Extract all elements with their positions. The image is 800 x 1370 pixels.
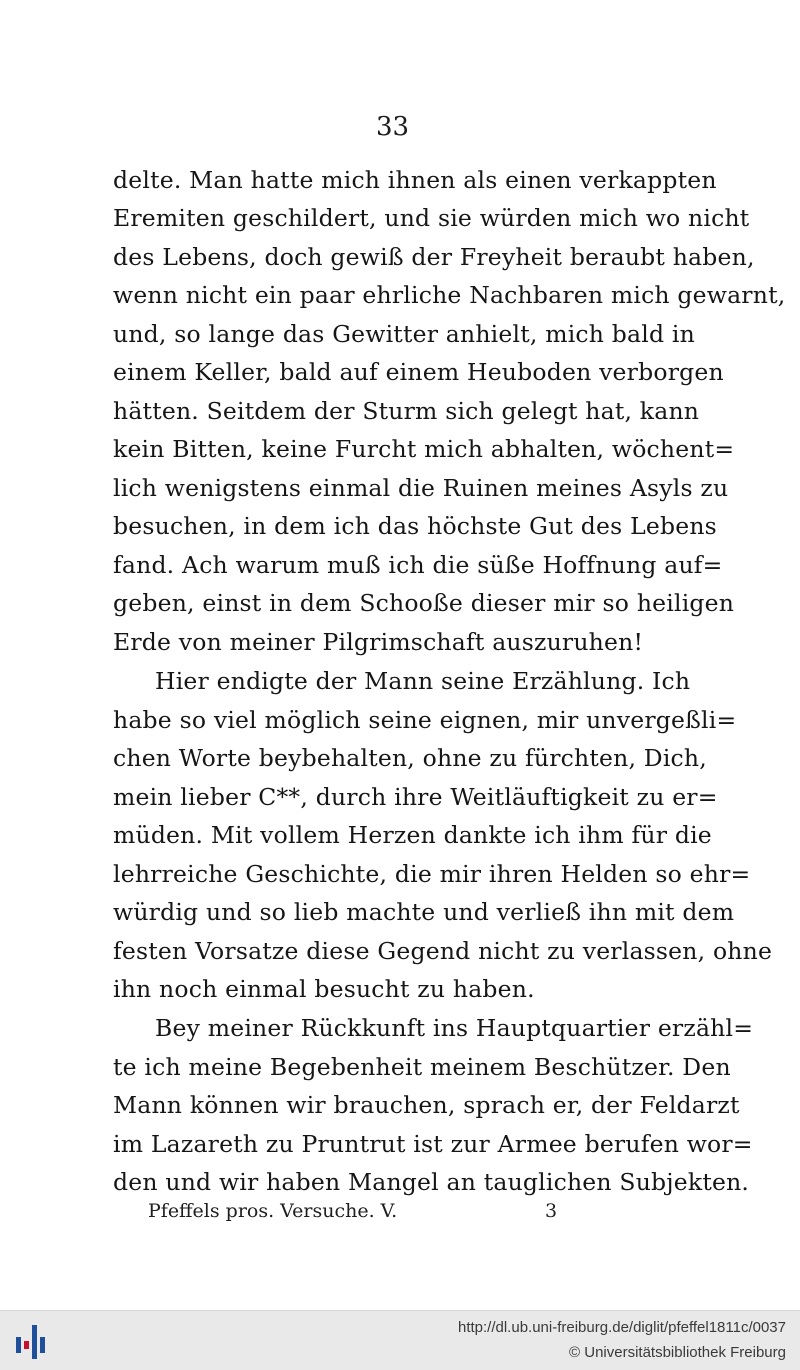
source-url-link[interactable]: http://dl.ub.uni-freiburg.de/diglit/pfeffel1811c/0037 (457, 1319, 786, 1336)
text-line: müden. Mit vollem Herzen dankte ich ihm für die (113, 821, 712, 849)
page-number: 33 (376, 112, 410, 142)
text-line: delte. Man hatte mich ihnen als einen verkappten (113, 166, 717, 194)
text-line: lehrreiche Geschichte, die mir ihren Helden so ehr= (113, 860, 751, 888)
text-line: fand. Ach warum muß ich die süße Hoffnung auf= (113, 551, 723, 579)
text-line: chen Worte beybehalten, ohne zu fürchten, Dich, (113, 744, 707, 772)
text-line: geben, einst in dem Schooße dieser mir so heiligen (113, 589, 735, 617)
text-line: ihn noch einmal besucht zu haben. (113, 975, 535, 1003)
text-line: besuchen, in dem ich das höchste Gut des Lebens (113, 512, 717, 540)
text-line: Bey meiner Rückkunft ins Hauptquartier erzähl= (155, 1014, 754, 1042)
copyright-notice: © Universitätsbibliothek Freiburg (569, 1344, 786, 1361)
text-line: des Lebens, doch gewiß der Freyheit beraubt haben, (113, 243, 755, 271)
footer-sheet-mark: 3 (545, 1200, 558, 1222)
text-line: und, so lange das Gewitter anhielt, mich bald in (113, 320, 695, 348)
text-line: im Lazareth zu Pruntrut ist zur Armee berufen wor= (113, 1130, 753, 1158)
viewer-footer-bar (0, 1310, 800, 1370)
text-line: würdig und so lieb machte und verließ ihn mit dem (113, 898, 735, 926)
footer-signature: Pfeffels pros. Versuche. V. (148, 1200, 398, 1222)
text-line: Erde von meiner Pilgrimschaft auszuruhen! (113, 628, 644, 656)
text-line: einem Keller, bald auf einem Heuboden verborgen (113, 358, 724, 386)
text-line: den und wir haben Mangel an tauglichen Subjekten. (113, 1168, 750, 1196)
text-line: wenn nicht ein paar ehrliche Nachbaren mich gewarnt, (113, 281, 786, 309)
text-line: Mann können wir brauchen, sprach er, der Feldarzt (113, 1091, 740, 1119)
text-line: Eremiten geschildert, und sie würden mich wo nicht (113, 204, 750, 232)
text-line: lich wenigstens einmal die Ruinen meines Asyls zu (113, 474, 729, 502)
text-line: Hier endigte der Mann seine Erzählung. Ich (155, 667, 691, 695)
ub-freiburg-logo-icon[interactable] (14, 1319, 50, 1363)
text-line: habe so viel möglich seine eignen, mir unvergeßli= (113, 706, 737, 734)
text-line: kein Bitten, keine Furcht mich abhalten, wöchent= (113, 435, 735, 463)
text-line: hätten. Seitdem der Sturm sich gelegt hat, kann (113, 397, 700, 425)
text-line: festen Vorsatze diese Gegend nicht zu verlassen, ohne (113, 937, 773, 965)
text-line: te ich meine Begebenheit meinem Beschützer. Den (113, 1053, 731, 1081)
text-line: mein lieber C**, durch ihre Weitläuftigkeit zu er= (113, 783, 718, 811)
